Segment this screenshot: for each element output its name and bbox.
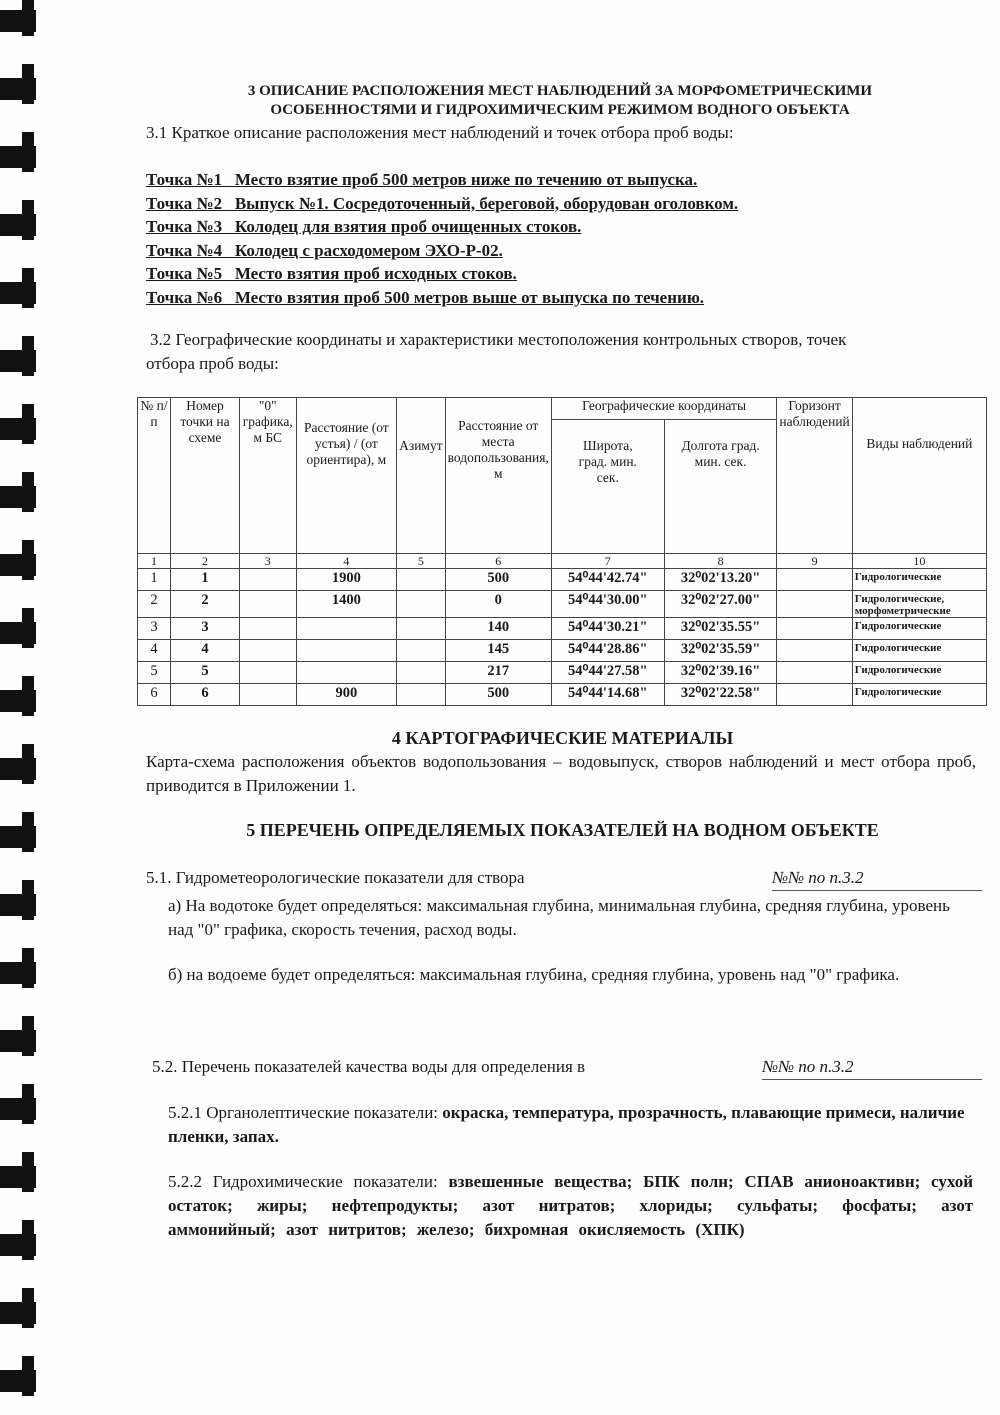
- table-cell: [397, 618, 446, 640]
- header-cell: Виды наблюдений: [852, 398, 986, 554]
- table-cell: 5: [170, 662, 239, 684]
- label: 5.2.2 Гидрохимические показатели:: [168, 1172, 438, 1191]
- table-cell: 32⁰02'27.00": [664, 591, 777, 618]
- binding-hole: [0, 486, 36, 508]
- label: 5.2.1 Органолептические показатели:: [168, 1103, 439, 1122]
- binding-hole: [0, 418, 36, 440]
- index-cell: 9: [777, 554, 852, 569]
- table-cell: 6: [138, 684, 171, 706]
- binding-hole: [0, 1370, 36, 1392]
- binding-hole: [0, 554, 36, 576]
- section-4-text: Карта-схема расположения объектов водопользования – водовыпуск, створов наблюдений и мест отбора проб, приводится в Приложении 1.: [146, 752, 976, 795]
- item-b: б) на водоеме будет определяться: максимальная глубина, средняя глубина, уровень над "0" графика.: [168, 965, 900, 984]
- binding-hole: [0, 1098, 36, 1120]
- header-cell: Горизонт наблюдений: [777, 398, 852, 554]
- table-cell: [397, 569, 446, 591]
- index-cell: 10: [852, 554, 986, 569]
- paragraph-5-2-1: [168, 1101, 978, 1149]
- table-cell: [296, 618, 397, 640]
- point-item: Точка №4 Колодец с расходомером ЭХО-Р-02.: [146, 240, 503, 260]
- binding-hole: [0, 826, 36, 848]
- paragraph-5-2-2: [168, 1170, 973, 1242]
- binding-hole: [0, 1166, 36, 1188]
- section-4-title: 4 КАРТОГРАФИЧЕСКИЕ МАТЕРИАЛЫ: [391, 728, 734, 748]
- table-row: [138, 640, 987, 662]
- table-cell: 500: [445, 684, 551, 706]
- points-list: [146, 170, 738, 311]
- coordinates-table: [137, 397, 987, 706]
- table-cell: 140: [445, 618, 551, 640]
- table-cell: 1400: [296, 591, 397, 618]
- paragraph-5-2: 5.2. Перечень показателей качества воды для определения в: [152, 1057, 586, 1076]
- item-a: а) На водотоке будет определяться: максимальная глубина, минимальная глубина, средняя глубина, уровень над "0" графика, скорость течения, расход воды.: [168, 896, 950, 939]
- header-cell: № п/п: [138, 398, 171, 554]
- binding-hole: [0, 350, 36, 372]
- section-3-title: [150, 82, 970, 120]
- table-cell: 6: [170, 684, 239, 706]
- table-cell: Гидрологические: [852, 684, 986, 706]
- index-cell: 6: [445, 554, 551, 569]
- point-item: Точка №1 Место взятие проб 500 метров ниже по течению от выпуска.: [146, 170, 698, 189]
- table-cell: 32⁰02'13.20": [664, 569, 777, 591]
- binding-strip: [0, 0, 40, 1415]
- table-cell: [777, 569, 852, 591]
- binding-hole: [0, 146, 36, 168]
- table-cell: 1: [170, 569, 239, 591]
- header-cell: Географические координаты: [551, 398, 777, 420]
- table-cell: [397, 591, 446, 618]
- table-cell: [777, 662, 852, 684]
- binding-hole: [0, 622, 36, 644]
- table-cell: Гидрологические: [852, 569, 986, 591]
- table-cell: [296, 640, 397, 662]
- table-cell: 54⁰44'28.86": [551, 640, 664, 662]
- table-cell: 54⁰44'27.58": [551, 662, 664, 684]
- table-cell: 2: [138, 591, 171, 618]
- binding-hole: [0, 214, 36, 236]
- point-item: Точка №6 Место взятия проб 500 метров выше от выпуска по течению.: [146, 287, 705, 307]
- reference-5-2: №№ по п.3.2: [762, 1055, 982, 1080]
- table-cell: [777, 591, 852, 618]
- table-cell: 54⁰44'42.74": [551, 569, 664, 591]
- point-item: Точка №5 Место взятия проб исходных стоков.: [146, 264, 517, 283]
- index-cell: 8: [664, 554, 777, 569]
- table-cell: 4: [170, 640, 239, 662]
- table-cell: 54⁰44'14.68": [551, 684, 664, 706]
- indicators: окраска, температура, прозрачность, плавающие примеси, наличие пленки, запах.: [168, 1103, 965, 1146]
- table-cell: [239, 662, 296, 684]
- table-row: [138, 684, 987, 706]
- table-cell: 2: [170, 591, 239, 618]
- header-cell: Азимут: [397, 398, 446, 554]
- table-row: [138, 591, 987, 618]
- table-cell: [777, 618, 852, 640]
- header-cell: Расстояние (от устья) / (от ориентира), м: [296, 398, 397, 554]
- binding-hole: [0, 1030, 36, 1052]
- table-cell: 0: [445, 591, 551, 618]
- table-cell: 900: [296, 684, 397, 706]
- index-cell: 2: [170, 554, 239, 569]
- table-cell: [239, 591, 296, 618]
- title-line-2: ОСОБЕННОСТЯМИ И ГИДРОХИМИЧЕСКИМ РЕЖИМОМ ВОДНОГО ОБЪЕКТА: [270, 102, 850, 118]
- table-cell: 4: [138, 640, 171, 662]
- index-row: [138, 554, 987, 569]
- binding-hole: [0, 1234, 36, 1256]
- binding-hole: [0, 962, 36, 984]
- table-cell: 5: [138, 662, 171, 684]
- table-cell: Гидрологические: [852, 618, 986, 640]
- table-cell: 500: [445, 569, 551, 591]
- table-cell: [239, 569, 296, 591]
- section-5-title: 5 ПЕРЕЧЕНЬ ОПРЕДЕЛЯЕМЫХ ПОКАЗАТЕЛЕЙ НА ВОДНОМ ОБЪЕКТЕ: [246, 820, 879, 840]
- table-cell: 54⁰44'30.21": [551, 618, 664, 640]
- header-cell: Долгота град. мин. сек.: [664, 420, 777, 554]
- table-cell: 32⁰02'39.16": [664, 662, 777, 684]
- table-cell: 145: [445, 640, 551, 662]
- table-cell: 1900: [296, 569, 397, 591]
- table-row: [138, 618, 987, 640]
- table-cell: [239, 684, 296, 706]
- table-cell: [397, 684, 446, 706]
- table-row: [138, 569, 987, 591]
- table-cell: 54⁰44'30.00": [551, 591, 664, 618]
- paragraph-5-1: 5.1. Гидрометеорологические показатели для створа: [146, 868, 525, 887]
- table-cell: [777, 684, 852, 706]
- table-cell: 3: [138, 618, 171, 640]
- index-cell: 7: [551, 554, 664, 569]
- binding-hole: [0, 10, 36, 32]
- title-line-1: 3 ОПИСАНИЕ РАСПОЛОЖЕНИЯ МЕСТ НАБЛЮДЕНИЙ ЗА МОРФОМЕТРИЧЕСКИМИ: [247, 83, 873, 99]
- index-cell: 1: [138, 554, 171, 569]
- reference-5-1: №№ по п.3.2: [772, 866, 982, 891]
- table-cell: [777, 640, 852, 662]
- binding-hole: [0, 78, 36, 100]
- table-cell: Гидрологические, морфометрические: [852, 591, 986, 618]
- binding-hole: [0, 690, 36, 712]
- table-cell: 217: [445, 662, 551, 684]
- index-cell: 4: [296, 554, 397, 569]
- point-item: Точка №3 Колодец для взятия проб очищенных стоков.: [146, 217, 582, 236]
- table-cell: 1: [138, 569, 171, 591]
- header-cell: Номер точки на схеме: [170, 398, 239, 554]
- paragraph-3-1: 3.1 Краткое описание расположения мест наблюдений и точек отбора проб воды:: [146, 123, 734, 142]
- header-cell: "0" графика, м БС: [239, 398, 296, 554]
- binding-hole: [0, 894, 36, 916]
- indicators: взвешенные вещества; БПК полн; СПАВ анионоактивн; сухой остаток; жиры; нефтепродукты; азот нитратов; хлориды; сульфаты; фосфаты; азот аммонийный; азот нитритов; железо; бихромная окисляемость (ХПК): [168, 1172, 974, 1239]
- table-cell: 3: [170, 618, 239, 640]
- table-cell: [397, 640, 446, 662]
- table-cell: [239, 640, 296, 662]
- table-cell: 32⁰02'22.58": [664, 684, 777, 706]
- paragraph-3-2: 3.2 Географические координаты и характеристики местоположения контрольных створов, точек отбора проб воды:: [146, 330, 847, 373]
- table-cell: [397, 662, 446, 684]
- binding-hole: [0, 758, 36, 780]
- binding-hole: [0, 282, 36, 304]
- binding-hole: [0, 1302, 36, 1324]
- table-cell: Гидрологические: [852, 662, 986, 684]
- header-cell: Расстояние от места водопользования, м: [445, 398, 551, 554]
- table-cell: [239, 618, 296, 640]
- index-cell: 5: [397, 554, 446, 569]
- header-cell: Широта, град. мин. сек.: [551, 420, 664, 554]
- point-item: Точка №2 Выпуск №1. Сосредоточенный, береговой, оборудован оголовком.: [146, 193, 739, 213]
- table-cell: Гидрологические: [852, 640, 986, 662]
- table-cell: 32⁰02'35.59": [664, 640, 777, 662]
- table-cell: 32⁰02'35.55": [664, 618, 777, 640]
- table-cell: [296, 662, 397, 684]
- index-cell: 3: [239, 554, 296, 569]
- table-row: [138, 662, 987, 684]
